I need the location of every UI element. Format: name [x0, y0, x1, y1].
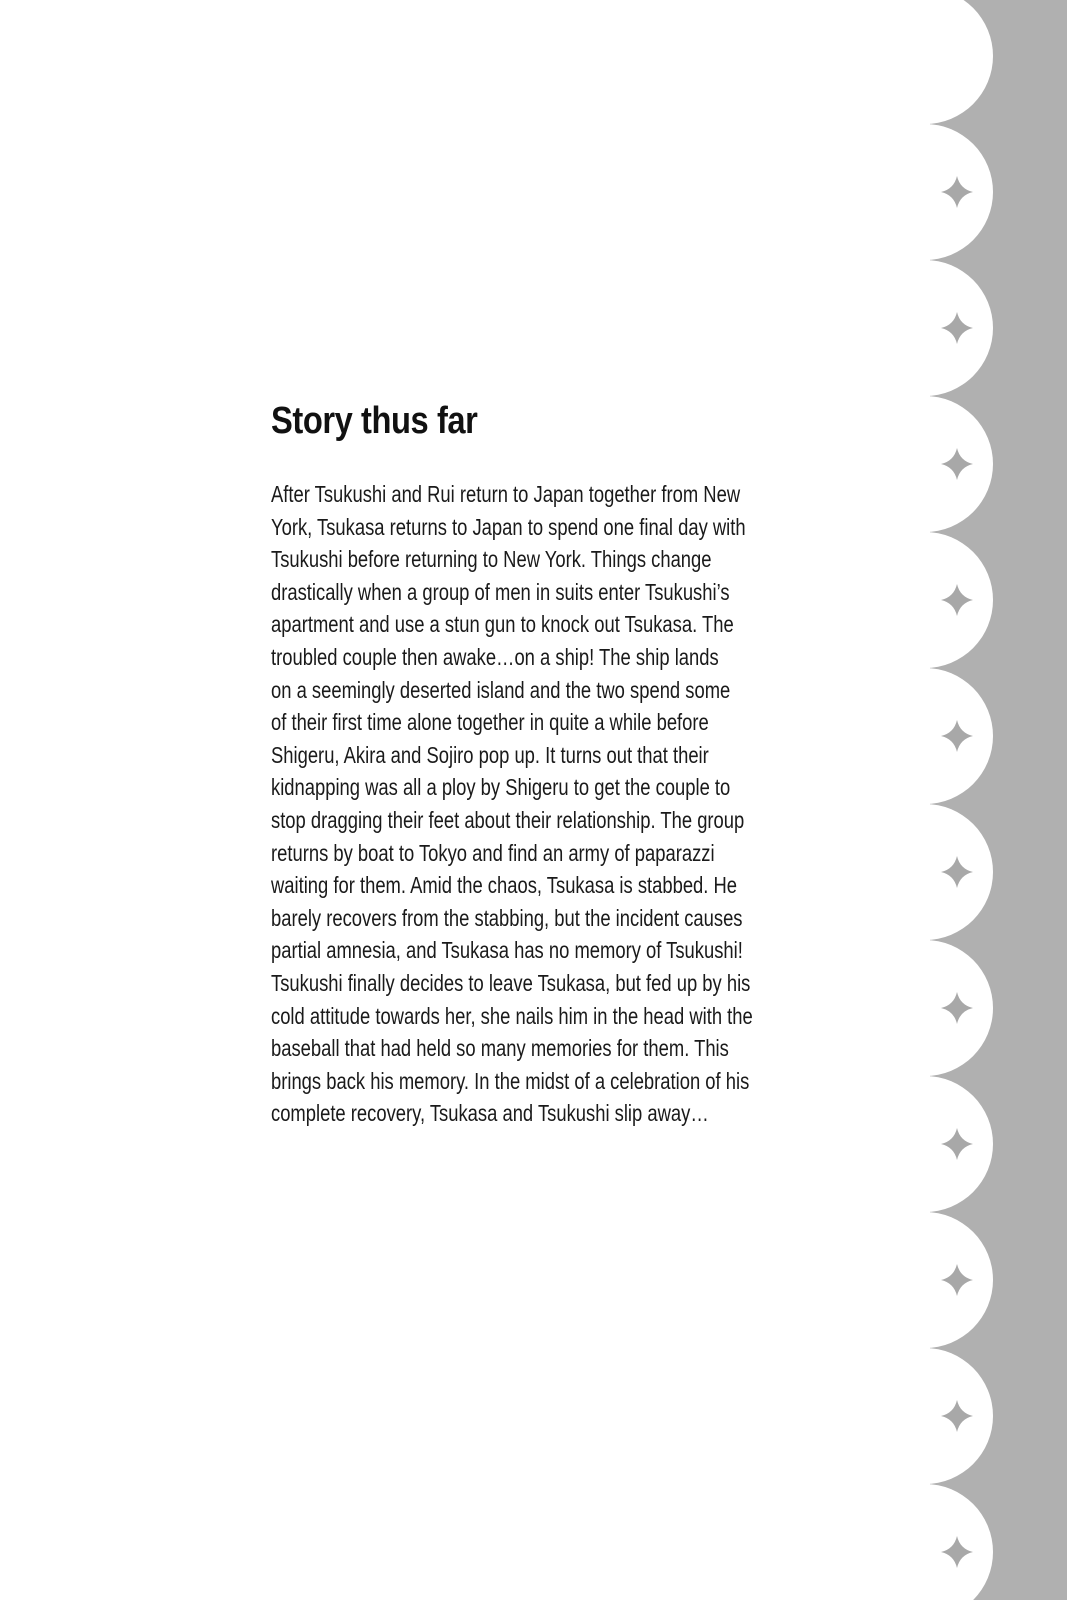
summary-line: kidnapping was all a ploy by Shigeru to get the couple to — [271, 774, 731, 801]
summary-line: Tsukushi finally decides to leave Tsukasa, but fed up by his — [271, 969, 751, 996]
summary-line: apartment and use a stun gun to knock out Tsukasa. The — [271, 611, 734, 638]
summary-line: waiting for them. Amid the chaos, Tsukasa is stabbed. He — [271, 872, 738, 899]
summary-line: stop dragging their feet about their relationship. The group — [271, 806, 745, 833]
summary-line: troubled couple then awake…on a ship! The ship lands — [271, 643, 719, 670]
border-band — [990, 0, 1067, 1600]
summary-line: After Tsukushi and Rui return to Japan together from New — [271, 481, 741, 507]
summary-line: cold attitude towards her, she nails him in the head with the — [271, 1002, 753, 1029]
summary-line: brings back his memory. In the midst of a celebration of his — [271, 1067, 750, 1094]
summary-line: partial amnesia, and Tsukasa has no memory of Tsukushi! — [271, 937, 743, 964]
summary-line: barely recovers from the stabbing, but the incident causes — [271, 904, 743, 931]
summary-line: on a seemingly deserted island and the two spend some — [271, 676, 731, 703]
summary-line: of their first time alone together in quite a while before — [271, 709, 709, 736]
page-title: Story thus far — [271, 400, 478, 442]
summary-line: York, Tsukasa returns to Japan to spend one final day with — [271, 513, 746, 540]
story-summary-text — [271, 478, 767, 1130]
summary-line: Tsukushi before returning to New York. Things change — [271, 546, 712, 573]
summary-line: baseball that had held so many memories for them. This — [271, 1035, 729, 1062]
summary-line: Shigeru, Akira and Sojiro pop up. It turns out that their — [271, 741, 709, 768]
story-summary-section — [271, 398, 791, 1130]
summary-line: complete recovery, Tsukasa and Tsukushi slip away… — [271, 1100, 709, 1127]
summary-line: returns by boat to Tokyo and find an army of paparazzi — [271, 839, 715, 866]
summary-line: drastically when a group of men in suits enter Tsukushi’s — [271, 578, 730, 605]
